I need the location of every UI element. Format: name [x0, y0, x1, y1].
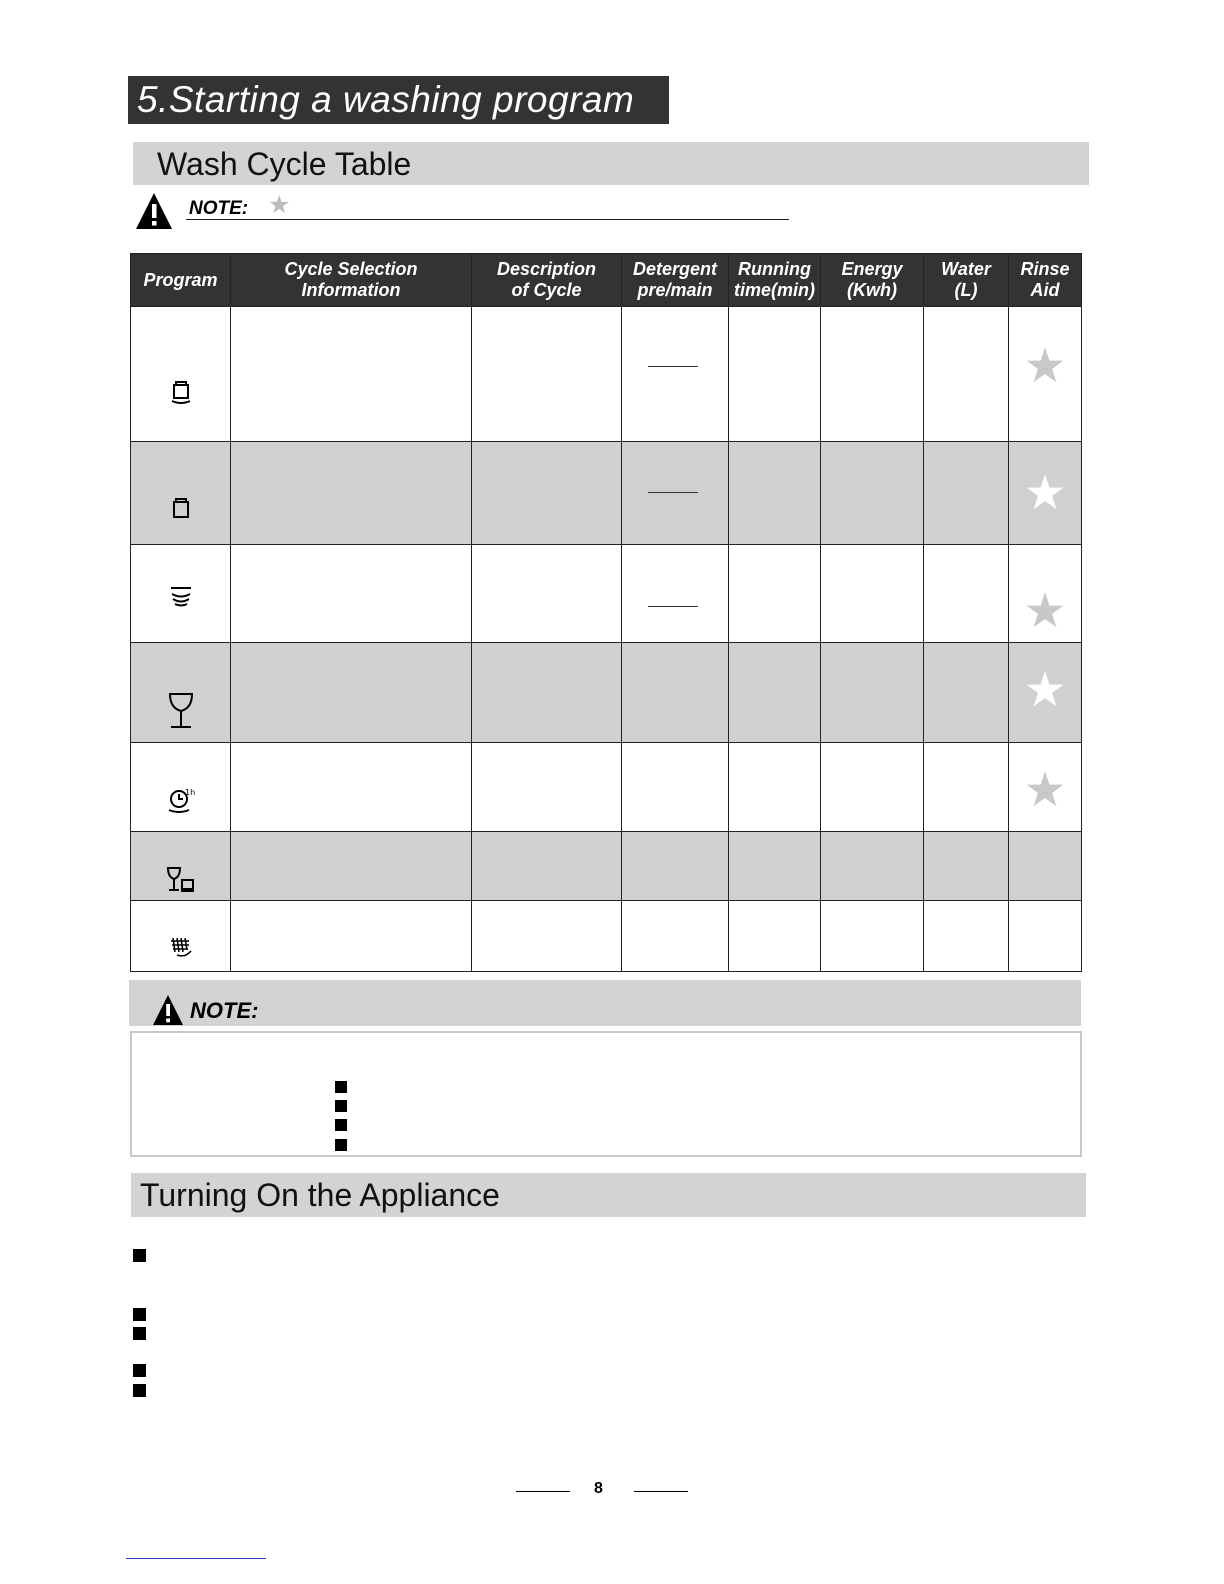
- energy-cell: [821, 832, 924, 901]
- eco-plates-icon: [131, 583, 230, 614]
- cycle-info-cell: [231, 643, 472, 743]
- header-description: Description of Cycle: [472, 254, 622, 307]
- star-icon: ★: [268, 191, 291, 219]
- energy-cell: [821, 442, 924, 545]
- rinse-aid-cell: [1009, 901, 1082, 972]
- header-cycle-selection: Cycle Selection Information: [231, 254, 472, 307]
- rinse-aid-star-icon: ★: [1023, 340, 1067, 393]
- bullet-square-icon: [335, 1119, 347, 1131]
- warning-icon: [152, 994, 184, 1026]
- water-cell: [924, 643, 1009, 743]
- energy-cell: [821, 743, 924, 832]
- table-row: [131, 307, 1082, 442]
- rinse-aid-star-icon: ★: [1023, 664, 1067, 717]
- cycle-info-cell: [231, 545, 472, 643]
- cycle-info-cell: [231, 307, 472, 442]
- header-program: Program: [131, 254, 231, 307]
- page-number-rule-right: [634, 1491, 688, 1492]
- rinse-aid-cell: [1009, 307, 1082, 442]
- intensive-pot-icon: [131, 379, 230, 410]
- normal-pot-icon: [131, 496, 230, 527]
- detergent-cell: [622, 901, 729, 972]
- detergent-dash: [648, 492, 698, 493]
- header-detergent: Detergent pre/main: [622, 254, 729, 307]
- detergent-cell: [622, 643, 729, 743]
- table-row: [131, 832, 1082, 901]
- description-cell: [472, 307, 622, 442]
- energy-cell: [821, 901, 924, 972]
- bullet-square-icon: [133, 1249, 146, 1262]
- footer-rule: [126, 1558, 266, 1559]
- water-cell: [924, 743, 1009, 832]
- description-cell: [472, 442, 622, 545]
- description-cell: [472, 545, 622, 643]
- header-rinse-aid: Rinse Aid: [1009, 254, 1082, 307]
- program-cell: [131, 832, 231, 901]
- table-header-row: [131, 254, 1082, 307]
- cycle-info-cell: [231, 832, 472, 901]
- energy-cell: [821, 307, 924, 442]
- water-cell: [924, 832, 1009, 901]
- section-heading-wash-cycle-table: Wash Cycle Table: [133, 142, 1089, 185]
- bullet-square-icon: [133, 1384, 146, 1397]
- page-number: 8: [594, 1480, 603, 1497]
- detergent-dash: [648, 606, 698, 607]
- running-time-cell: [729, 901, 821, 972]
- detergent-cell: [622, 442, 729, 545]
- bullet-square-icon: [335, 1100, 347, 1112]
- soak-spray-icon: [131, 935, 230, 966]
- bullet-square-icon: [335, 1081, 347, 1093]
- description-cell: [472, 901, 622, 972]
- section-heading-turning-on: Turning On the Appliance: [131, 1173, 1086, 1217]
- page-number-rule-left: [516, 1491, 570, 1492]
- wash-cycle-table: [130, 253, 1082, 972]
- running-time-cell: [729, 832, 821, 901]
- bullet-square-icon: [133, 1327, 146, 1340]
- water-cell: [924, 901, 1009, 972]
- note-label: NOTE:: [189, 198, 249, 219]
- note-banner: [129, 980, 1081, 1026]
- table-row: [131, 643, 1082, 743]
- bullet-square-icon: [133, 1364, 146, 1377]
- chapter-title: 5.Starting a washing program: [128, 76, 669, 124]
- header-energy: Energy (Kwh): [821, 254, 924, 307]
- cycle-info-cell: [231, 901, 472, 972]
- note-box: [130, 1031, 1082, 1157]
- water-cell: [924, 545, 1009, 643]
- energy-cell: [821, 545, 924, 643]
- description-cell: [472, 743, 622, 832]
- table-row: [131, 442, 1082, 545]
- program-cell: [131, 442, 231, 545]
- detergent-cell: [622, 545, 729, 643]
- energy-cell: [821, 643, 924, 743]
- note-label: NOTE:: [190, 998, 259, 1023]
- program-cell: [131, 545, 231, 643]
- table-row: [131, 743, 1082, 832]
- rapid-glass-plate-icon: [131, 866, 230, 899]
- detergent-cell: [622, 743, 729, 832]
- description-cell: [472, 643, 622, 743]
- cycle-info-cell: [231, 442, 472, 545]
- description-cell: [472, 832, 622, 901]
- water-cell: [924, 307, 1009, 442]
- running-time-cell: [729, 643, 821, 743]
- program-cell: [131, 643, 231, 743]
- running-time-cell: [729, 743, 821, 832]
- rinse-aid-cell: [1009, 442, 1082, 545]
- water-cell: [924, 442, 1009, 545]
- glass-icon: [131, 691, 230, 736]
- table-row: [131, 901, 1082, 972]
- rinse-aid-star-icon: ★: [1023, 467, 1067, 520]
- cycle-info-cell: [231, 743, 472, 832]
- table-row: [131, 545, 1082, 643]
- running-time-cell: [729, 442, 821, 545]
- bullet-square-icon: [335, 1139, 347, 1151]
- rinse-aid-cell: [1009, 743, 1082, 832]
- rinse-aid-star-icon: ★: [1023, 764, 1067, 817]
- header-running-time: Running time(min): [729, 254, 821, 307]
- rinse-aid-star-icon: ★: [1023, 585, 1067, 638]
- header-water: Water (L): [924, 254, 1009, 307]
- running-time-cell: [729, 545, 821, 643]
- rinse-aid-cell: [1009, 545, 1082, 643]
- rinse-aid-cell: [1009, 832, 1082, 901]
- program-cell: [131, 307, 231, 442]
- note-underline: [186, 219, 789, 220]
- detergent-cell: [622, 832, 729, 901]
- warning-icon: [135, 192, 173, 230]
- running-time-cell: [729, 307, 821, 442]
- program-cell: [131, 901, 231, 972]
- bullet-square-icon: [133, 1308, 146, 1321]
- detergent-cell: [622, 307, 729, 442]
- program-cell: [131, 743, 231, 832]
- rinse-aid-cell: [1009, 643, 1082, 743]
- detergent-dash: [648, 366, 698, 367]
- one-hour-icon: [131, 787, 230, 818]
- svg-text:1h: 1h: [184, 788, 195, 797]
